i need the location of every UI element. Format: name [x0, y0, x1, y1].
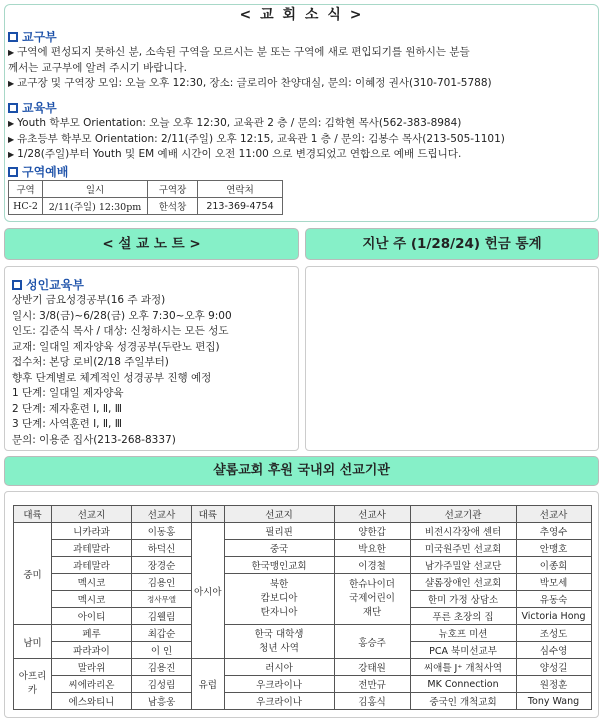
- table-header: 선교사: [132, 506, 192, 523]
- table-cell: 씨애틀 J⁺ 개척사역: [410, 659, 516, 676]
- table-row: [14, 574, 592, 591]
- table-cell: 이 인: [132, 642, 192, 659]
- table-cell: 유동숙: [516, 591, 591, 608]
- table-cell: 뉴호프 미션: [410, 625, 516, 642]
- notice-line: 1/28(주일)부터 Youth 및 EM 예배 시간이 오전 11:00 으로 변경되었고 연합으로 예배 드립니다.: [17, 148, 462, 160]
- checkbox-square-icon: [8, 103, 18, 113]
- table-cell: 아이티: [52, 608, 132, 625]
- section-head: 성인교육부: [26, 278, 84, 292]
- notice-line: 교구장 및 구역장 모임: 오늘 오후 12:30, 장소: 글로리아 찬양대실, 문의: 이혜정 권사(310-701-5788): [17, 77, 492, 89]
- checkbox-square-icon: [12, 280, 22, 290]
- table-row: [14, 557, 592, 574]
- table-header: 선교사: [334, 506, 410, 523]
- table-cell: 중국인 개척교회: [410, 693, 516, 710]
- table-cell: Tony Wang: [516, 693, 591, 710]
- continent-cell: 중미: [14, 523, 52, 625]
- notice-line: 유초등부 학부모 Orientation: 2/11(주일) 오후 12:15, 교육관 1 층 / 문의: 김봉수 목사(213-505-1101): [17, 132, 505, 145]
- table-cell: 김용진: [132, 659, 192, 676]
- table-header-row: [14, 506, 592, 523]
- table-cell: 멕시코: [52, 591, 132, 608]
- notice-line: 3 단계: 사역훈련 Ⅰ, Ⅱ, Ⅲ: [12, 418, 122, 430]
- table-cell: 남흥웅: [132, 693, 192, 710]
- notice-line: 께서는 교구부에 알려 주시기 바랍니다.: [8, 61, 187, 74]
- table-cell: 멕시코: [52, 574, 132, 591]
- table-header: 선교사: [516, 506, 591, 523]
- table-header: 연락처: [198, 181, 283, 198]
- notice-line: Youth 학부모 Orientation: 오늘 오후 12:30, 교육관 2 층 / 문의: 김학현 목사(562-383-8984): [17, 117, 462, 129]
- table-header: 일시: [43, 181, 148, 198]
- table-cell: 페루: [52, 625, 132, 642]
- section-head: 구역예배: [22, 165, 69, 179]
- table-cell: 정사무엘: [132, 591, 192, 608]
- table-cell: 씨에라리온: [52, 676, 132, 693]
- table-cell: 러시아: [224, 659, 334, 676]
- table-cell: HC-2: [9, 198, 43, 215]
- table-cell: 북한 캄보디아 탄자니아: [224, 574, 334, 625]
- table-cell: 하덕신: [132, 540, 192, 557]
- table-cell: 이동홍: [132, 523, 192, 540]
- table-cell: 미국원주민 선교회: [410, 540, 516, 557]
- table-cell: 최갑순: [132, 625, 192, 642]
- notice-line: 향후 단계별로 체계적인 성경공부 진행 예정: [12, 371, 212, 384]
- table-cell: 한국맹인교회: [224, 557, 334, 574]
- table-cell: 중국: [224, 540, 334, 557]
- arrow-right-icon: ▶: [8, 48, 15, 57]
- table-cell: 박모세: [516, 574, 591, 591]
- table-cell: 푸른 초장의 집: [410, 608, 516, 625]
- table-header: 구역: [9, 181, 43, 198]
- table-row: [14, 523, 592, 540]
- table-cell: 양성길: [516, 659, 591, 676]
- cash-stats-banner: 지난 주 (1/28/24) 헌금 통계: [305, 228, 599, 260]
- arrow-right-icon: ▶: [8, 79, 15, 88]
- table-cell: 장경순: [132, 557, 192, 574]
- checkbox-square-icon: [8, 32, 18, 42]
- arrow-right-icon: ▶: [8, 150, 15, 159]
- table-cell: 남가주밀알 선교단: [410, 557, 516, 574]
- table-cell: 전만규: [334, 676, 410, 693]
- table-cell: 김성림: [132, 676, 192, 693]
- arrow-right-icon: ▶: [8, 119, 15, 128]
- notice-line: 접수처: 본당 로비(2/18 주일부터): [12, 356, 169, 368]
- table-cell: 조성도: [516, 625, 591, 642]
- table-cell: 213-369-4754: [198, 198, 283, 215]
- table-cell: 샬롬장애인 선교회: [410, 574, 516, 591]
- table-cell: 한국 대학생 청년 사역: [224, 625, 334, 659]
- section-head: 교육부: [22, 101, 57, 115]
- continent-cell: 아프리카: [14, 659, 52, 710]
- notice-line: 구역에 편성되지 못하신 분, 소속된 구역을 모르시는 분 또는 구역에 새로 편입되기를 원하시는 분들: [17, 46, 470, 58]
- table-cell: 원정훈: [516, 676, 591, 693]
- table-header: 구역장: [148, 181, 198, 198]
- continent-cell: 남미: [14, 625, 52, 659]
- notice-line: 2 단계: 제자훈련 Ⅰ, Ⅱ, Ⅲ: [12, 402, 122, 415]
- section-head: 교구부: [22, 30, 57, 44]
- continent-cell: 아시아: [192, 523, 225, 659]
- section-adult-ed: [12, 276, 232, 448]
- table-cell: 우크라이나: [224, 693, 334, 710]
- sermon-notes-banner: < 설 교 노 트 >: [4, 228, 299, 260]
- table-cell: 한슈나이더 국제어린이 재단: [334, 574, 410, 625]
- table-cell: 말라위: [52, 659, 132, 676]
- table-cell: 이경철: [334, 557, 410, 574]
- table-cell: 김홍식: [334, 693, 410, 710]
- mission-banner: 샬롬교회 후원 국내외 선교기관: [4, 456, 599, 486]
- section-education: [8, 99, 505, 163]
- table-cell: 한석창: [148, 198, 198, 215]
- notice-line: 인도: 김준식 목사 / 대상: 신청하시는 모든 성도: [12, 325, 229, 337]
- table-cell: 박요한: [334, 540, 410, 557]
- table-cell: 한미 가정 상담소: [410, 591, 516, 608]
- notice-line: 교재: 일대일 제자양육 성경공부(두란노 편집): [12, 340, 220, 353]
- table-header: 대륙: [14, 506, 52, 523]
- table-header: 대륙: [192, 506, 225, 523]
- table-cell: 과테말라: [52, 557, 132, 574]
- notice-line: 1 단계: 일대일 제자양육: [12, 387, 124, 399]
- table-cell: 2/11(주일) 12:30pm: [43, 198, 148, 215]
- table-cell: 파라과이: [52, 642, 132, 659]
- section-kyogu: [8, 28, 492, 92]
- table-cell: 비전시각장애 센터: [410, 523, 516, 540]
- table-cell: 니카라과: [52, 523, 132, 540]
- table-cell: 양한갑: [334, 523, 410, 540]
- cash-stats-box: [305, 266, 599, 451]
- table-cell: MK Connection: [410, 676, 516, 693]
- table-cell: 홍승주: [334, 625, 410, 659]
- table-cell: 우크라이나: [224, 676, 334, 693]
- table-cell: 김용인: [132, 574, 192, 591]
- table-cell: 이종희: [516, 557, 591, 574]
- table-cell: 에스와티니: [52, 693, 132, 710]
- cell-worship-table: [8, 180, 283, 215]
- table-header: 선교지: [52, 506, 132, 523]
- notice-line: 문의: 이용준 집사(213-268-8337): [12, 433, 176, 446]
- table-header: 선교지: [224, 506, 334, 523]
- table-cell: 추영수: [516, 523, 591, 540]
- checkbox-square-icon: [8, 167, 18, 177]
- table-row: [14, 540, 592, 557]
- table-row: [14, 659, 592, 676]
- table-header: 선교기관: [410, 506, 516, 523]
- table-row: [14, 625, 592, 642]
- church-news-title: < 교 회 소 식 >: [239, 7, 364, 23]
- table-cell: 안맹호: [516, 540, 591, 557]
- arrow-right-icon: ▶: [8, 134, 15, 144]
- section-cell-worship: [8, 163, 68, 180]
- table-row: [14, 693, 592, 710]
- table-cell: 심수영: [516, 642, 591, 659]
- table-cell: Victoria Hong: [516, 608, 591, 625]
- table-cell: 과테말라: [52, 540, 132, 557]
- mission-table: [13, 505, 592, 710]
- notice-line: 일시: 3/8(금)~6/28(금) 오후 7:30~오후 9:00: [12, 309, 232, 322]
- table-cell: 강태원: [334, 659, 410, 676]
- table-cell: 김웰림: [132, 608, 192, 625]
- table-cell: PCA 북미선교부: [410, 642, 516, 659]
- table-cell: 필리핀: [224, 523, 334, 540]
- continent-cell: 유럽: [192, 659, 225, 710]
- table-row: [14, 676, 592, 693]
- notice-line: 상반기 금요성경공부(16 주 과정): [12, 294, 166, 306]
